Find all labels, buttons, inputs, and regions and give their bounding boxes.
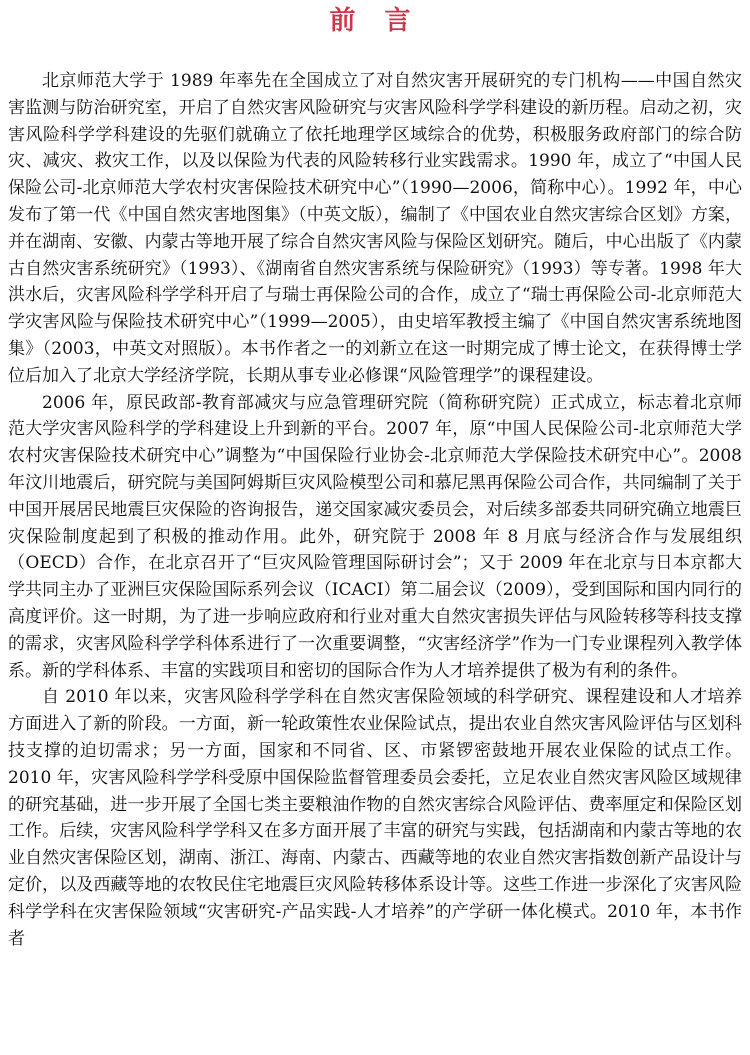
page-title: 前 言 bbox=[329, 6, 421, 36]
paragraph-1: 北京师范大学于 1989 年率先在全国成立了对自然灾害开展研究的专门机构——中国自然灾害监测与防治研究室，开启了自然灾害风险研究与灾害风险科学学科建设的新历程。启动之初，灾害风险科学学科建设的先驱们就确立了依托地理学区域综合的优势，积极服务政府部门的综合防灾、减灾、救灾工作，以及以保险为代表的风险转移行业实践需求。1990 年，成立了“中国人民保险公司-北京师范大学农村灾害保险技术研究中心”（1990—2006，简称中心）。1992 年，中心发布了第一代《中国自然灾害地图集》（中英文版），编制了《中国农业自然灾害综合区划》方案，并在湖南、安徽、内蒙古等地开展了综合自然灾害风险与保险区划研究。随后，中心出版了《内蒙古自然灾害系统研究》（1993）、《湖南省自然灾害系统与保险研究》（1993）等专著。1998 年大洪水后，灾害风险科学学科开启了与瑞士再保险公司的合作，成立了“瑞士再保险公司-北京师范大学灾害风险与保险技术研究中心”（1999—2005），由史培军教授主编了《中国自然灾害系统地图集》（2003，中英文对照版）。本书作者之一的刘新立在这一时期完成了博士论文，在获得博士学位后加入了北京大学经济学院，长期从事专业必修课“风险管理学”的课程建设。 bbox=[8, 71, 742, 386]
paragraph-2: 2006 年，原民政部-教育部减灾与应急管理研究院（简称研究院）正式成立，标志着北京师范大学灾害风险科学的学科建设上升到新的平台。2007 年，原“中国人民保险公司-北京师范大学农村灾害保险技术研究中心”调整为“中国保险行业协会-北京师范大学保险技术研究中心”。2008 年汶川地震后，研究院与美国阿姆斯巨灾风险模型公司和慕尼黑再保险公司合作，共同编制了关于中国开展居民地震巨灾保险的咨询报告，递交国家减灾委员会，对后续多部委共同研究确立地震巨灾保险制度起到了积极的推动作用。此外，研究院于 2008 年 8 月底与经济合作与发展组织（OECD）合作，在北京召开了“巨灾风险管理国际研讨会”；又于 2009 年在北京与日本京都大学共同主办了亚洲巨灾保险国际系列会议（ICACI）第二届会议（2009），受到国际和国内同行的高度评价。这一时期，为了进一步响应政府和行业对重大自然灾害损失评估与风险转移等科技支撑的需求，灾害风险科学学科体系进行了一次重要调整，“灾害经济学”作为一门专业课程列入教学体系。新的学科体系、丰富的实践项目和密切的国际合作为人才培养提供了极为有利的条件。 bbox=[8, 392, 742, 681]
paragraph-3: 自 2010 年以来，灾害风险科学学科在自然灾害保险领域的科学研究、课程建设和人才培养方面进入了新的阶段。一方面，新一轮政策性农业保险试点，提出农业自然灾害风险评估与区划科技支撑的迫切需求；另一方面，国家和不同省、区、市紧锣密鼓地开展农业保险的试点工作。2010 年，灾害风险科学学科受原中国保险监督管理委员会委托，立足农业自然灾害风险区域规律的研究基础，进一步开展了全国七类主要粮油作物的自然灾害综合风险评估、费率厘定和保险区划工作。后续，灾害风险科学学科又在多方面开展了丰富的研究与实践，包括湖南和内蒙古等地的农业自然灾害保险区划，湖南、浙江、海南、内蒙古、西藏等地的农业自然灾害指数创新产品设计与定价，以及西藏等地的农牧民住宅地震巨灾风险转移体系设计等。这些工作进一步深化了灾害风险科学学科在灾害保险领域“灾害研究-产品实践-人才培养”的产学研一体化模式。2010 年，本书作者 bbox=[8, 687, 742, 949]
body-text bbox=[8, 68, 742, 952]
